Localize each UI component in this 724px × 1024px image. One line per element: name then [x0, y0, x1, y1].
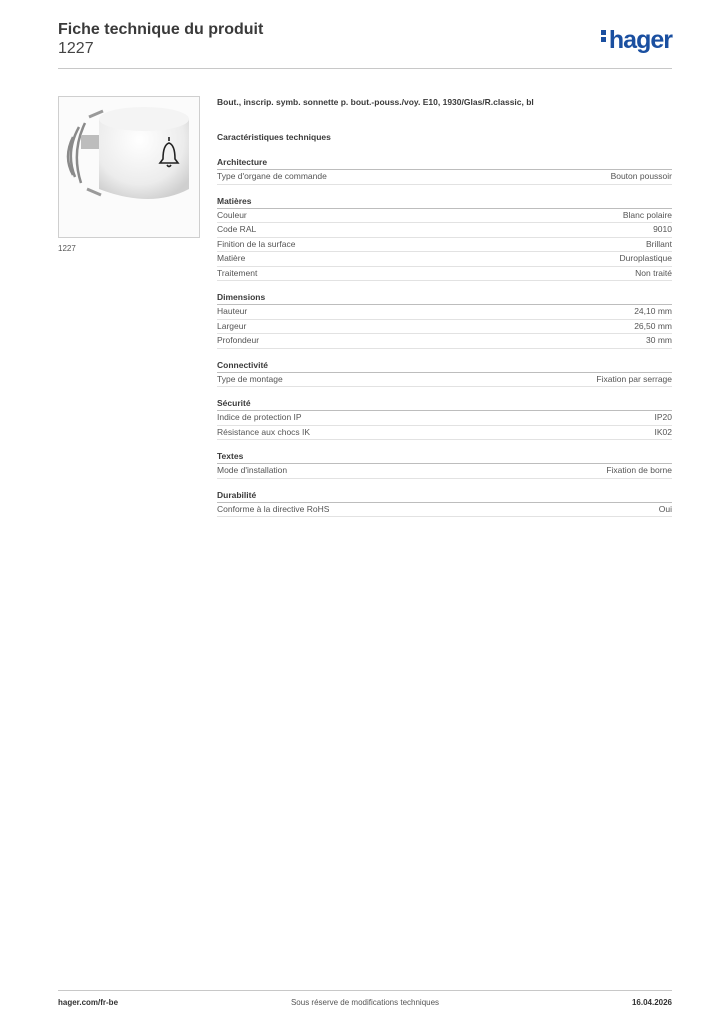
spec-section: [217, 359, 672, 388]
spec-value: Fixation par serrage: [596, 373, 672, 384]
section-title: Matières: [217, 195, 672, 209]
spec-section: [217, 489, 672, 518]
spec-row: [217, 411, 672, 426]
spec-label: Finition de la surface: [217, 238, 296, 249]
image-caption: 1227: [58, 244, 76, 253]
spec-section: [217, 156, 672, 185]
spec-row: [217, 209, 672, 224]
header-divider: [58, 68, 672, 69]
spec-label: Indice de protection IP: [217, 412, 302, 422]
logo-text: hager: [608, 26, 672, 54]
spec-row: [217, 464, 672, 479]
spec-row: [217, 238, 672, 253]
spec-row: [217, 252, 672, 267]
spec-value: Bouton poussoir: [610, 171, 672, 181]
footer-notice: Sous réserve de modifications techniques: [290, 998, 440, 1007]
spec-value: IP20: [654, 412, 672, 422]
spec-section: [217, 291, 672, 349]
spec-value: 30 mm: [646, 335, 672, 345]
spec-value: IK02: [654, 426, 672, 437]
spec-row: [217, 267, 672, 282]
spec-value: 9010: [653, 224, 672, 234]
spec-label: Code RAL: [217, 224, 257, 234]
spec-label: Type d'organe de commande: [217, 171, 327, 181]
hager-logo: [601, 26, 672, 55]
spec-row: [217, 320, 672, 335]
page-header: [58, 20, 672, 68]
spec-value: Fixation de borne: [606, 465, 672, 475]
spec-label: Mode d'installation: [217, 465, 288, 475]
section-title: Textes: [217, 450, 672, 464]
spec-section: [217, 195, 672, 282]
product-number: 1227: [58, 40, 94, 57]
spec-row: [217, 503, 672, 518]
spec-section: [217, 397, 672, 440]
spec-row: [217, 334, 672, 349]
spec-sections: [217, 156, 672, 517]
spec-row: [217, 426, 672, 441]
section-title: Architecture: [217, 156, 672, 170]
footer-website: hager.com/fr-be: [58, 998, 119, 1007]
spec-label: Profondeur: [217, 335, 260, 345]
spec-value: Blanc polaire: [622, 209, 672, 220]
section-title: Connectivité: [217, 359, 672, 373]
spec-value: Duroplastique: [619, 253, 672, 263]
spec-value: Oui: [658, 503, 672, 514]
spec-value: Brillant: [646, 238, 672, 249]
spec-heading: Caractéristiques techniques: [217, 132, 331, 142]
spec-row: [217, 170, 672, 185]
spec-value: Non traité: [635, 267, 672, 278]
spec-label: Couleur: [217, 209, 247, 220]
spec-label: Hauteur: [217, 306, 248, 316]
spec-label: Traitement: [217, 267, 258, 278]
page-title: Fiche technique du produit: [58, 21, 264, 38]
product-description: Bout., inscrip. symb. sonnette p. bout.-pouss./voy. E10, 1930/Glas/R.classic, bl: [217, 97, 534, 107]
spec-label: Conforme à la directive RoHS: [217, 503, 330, 514]
spec-value: 24,10 mm: [634, 306, 672, 316]
footer-divider: [58, 990, 672, 991]
spec-label: Résistance aux chocs IK: [217, 426, 311, 437]
section-title: Dimensions: [217, 291, 672, 305]
spec-row: [217, 373, 672, 388]
section-title: Durabilité: [217, 489, 672, 503]
push-button-cap-icon: [59, 97, 199, 237]
footer-date: 16.04.2026: [631, 998, 672, 1007]
spec-value: 26,50 mm: [634, 320, 672, 331]
spec-section: [217, 450, 672, 479]
spec-label: Matière: [217, 253, 246, 263]
spec-label: Largeur: [217, 320, 247, 331]
spec-label: Type de montage: [217, 373, 283, 384]
product-image: [58, 96, 200, 238]
logo-dots-icon: [601, 28, 607, 44]
spec-content: [217, 96, 672, 517]
spec-row: [217, 305, 672, 320]
section-title: Sécurité: [217, 397, 672, 411]
spec-row: [217, 223, 672, 238]
